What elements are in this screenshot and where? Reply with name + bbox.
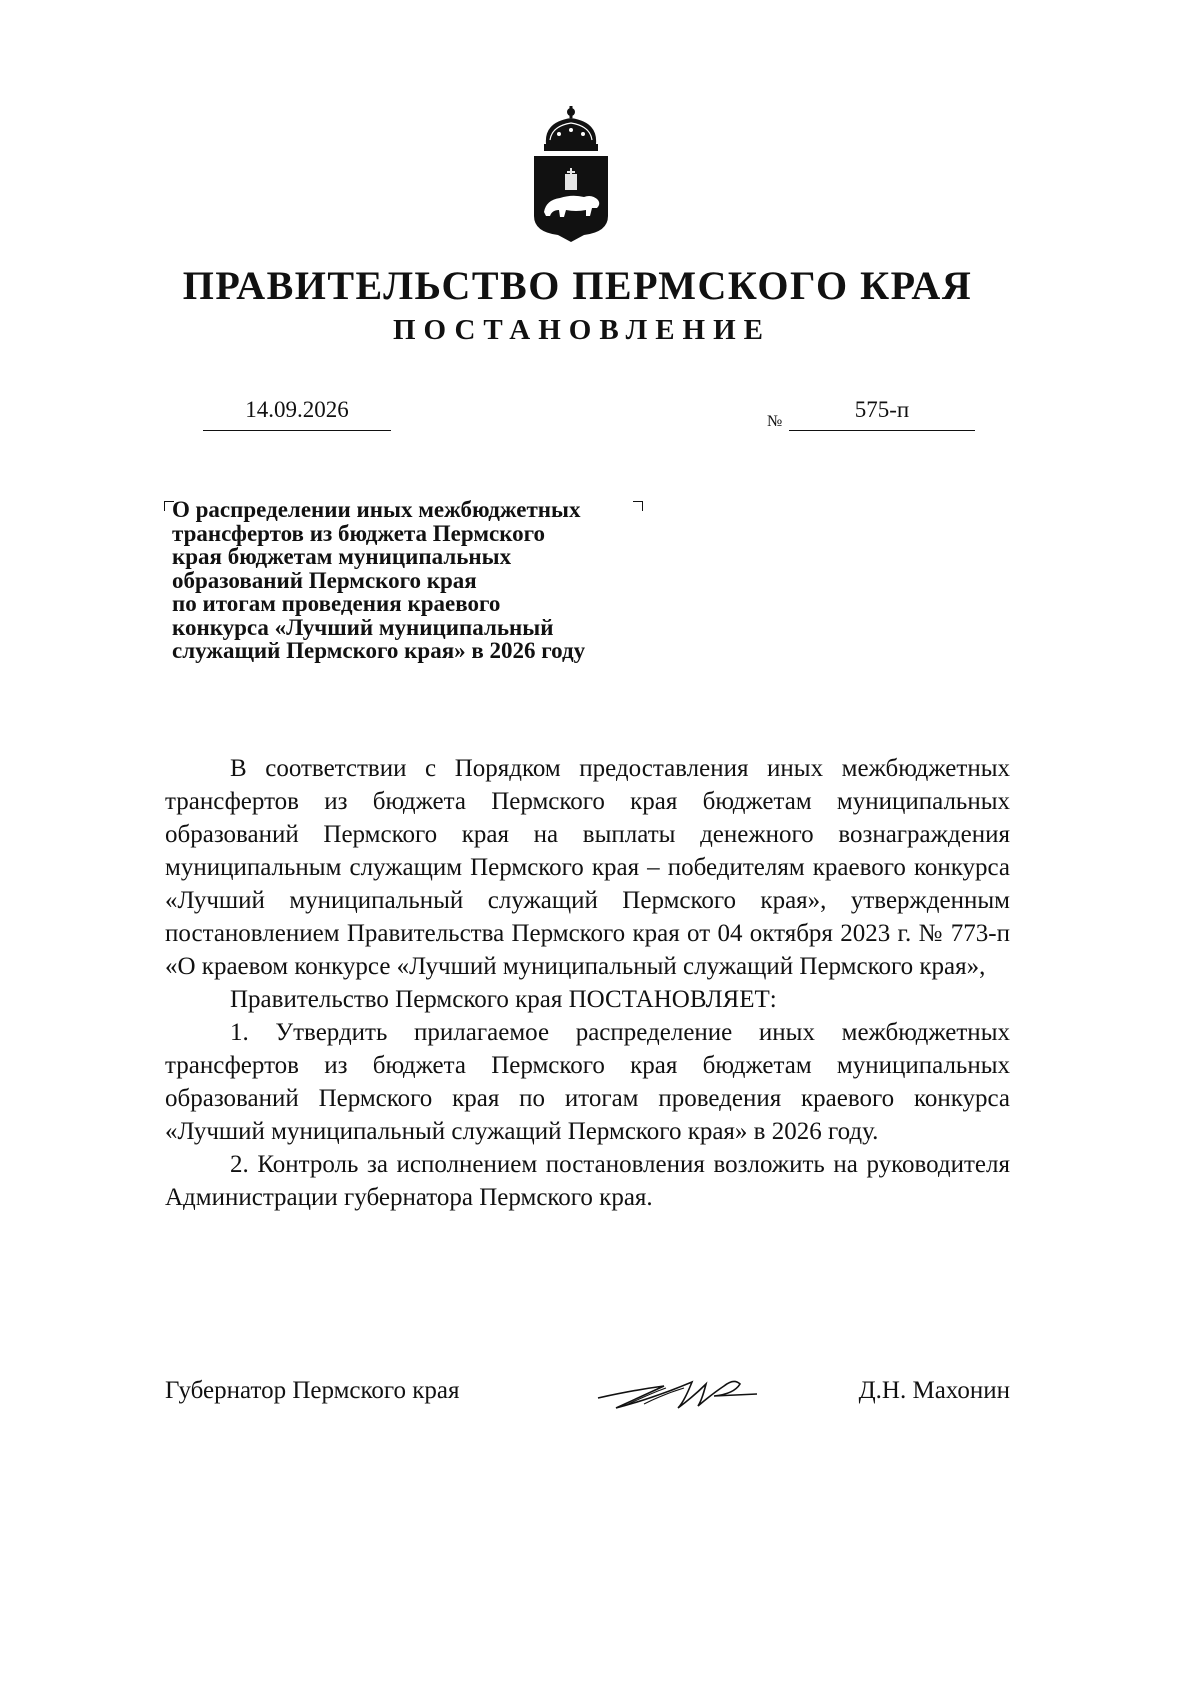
organization-title: ПРАВИТЕЛЬСТВО ПЕРМСКОГО КРАЯ	[182, 263, 973, 308]
preamble-paragraph: В соответствии с Порядком предоставления иных межбюджетных трансфертов из бюджета Пермского края бюджетам муниципальных образований Пермского края на выплаты денежного вознаграждения муниципальным служащим Пермского края – победителям краевого конкурса «Лучший муниципальный служащий Пермского края», утвержденным постановлением Правительства Пермского края от 04 октября 2023 г. № 773-п «О краевом конкурсе «Лучший муниципальный служащий Пермского края»,	[165, 755, 1010, 980]
resolution-paragraph: Правительство Пермского края ПОСТАНОВЛЯЕТ:	[230, 986, 777, 1013]
handwritten-signature	[594, 1368, 759, 1423]
subject-line: О распределении иных межбюджетных	[172, 497, 581, 522]
subject-line: служащий Пермского края» в 2026 году	[172, 638, 586, 663]
document-subject	[172, 498, 672, 663]
document-date: 14.09.2026	[203, 395, 391, 431]
signatory-position: Губернатор Пермского края	[165, 1377, 460, 1404]
coat-of-arms-icon	[526, 104, 616, 244]
subject-line: трансфертов из бюджета Пермского	[172, 520, 546, 546]
number-sign: №	[767, 413, 783, 430]
signatory-name: Д.Н. Махонин	[858, 1377, 1010, 1404]
document-body	[165, 752, 1010, 1214]
subject-line: края бюджетам муниципальных	[172, 544, 512, 569]
item-2-paragraph: 2. Контроль за исполнением постановления возложить на руководителя Администрации губернатора Пермского края.	[165, 1151, 1010, 1211]
item-1-paragraph: 1. Утвердить прилагаемое распределение иных межбюджетных трансфертов из бюджета Пермского края бюджетам муниципальных образований Пермского края по итогам проведения краевого конкурса «Лучший муниципальный служащий Пермского края» в 2026 году.	[165, 1019, 1010, 1145]
document-type: ПОСТАНОВЛЕНИЕ	[392, 314, 771, 346]
subject-line: конкурса «Лучший муниципальный	[172, 614, 554, 640]
subject-line: по итогам проведения краевого	[172, 591, 501, 616]
subject-line: образований Пермского края	[172, 567, 477, 593]
document-number: 575-п	[789, 395, 975, 431]
